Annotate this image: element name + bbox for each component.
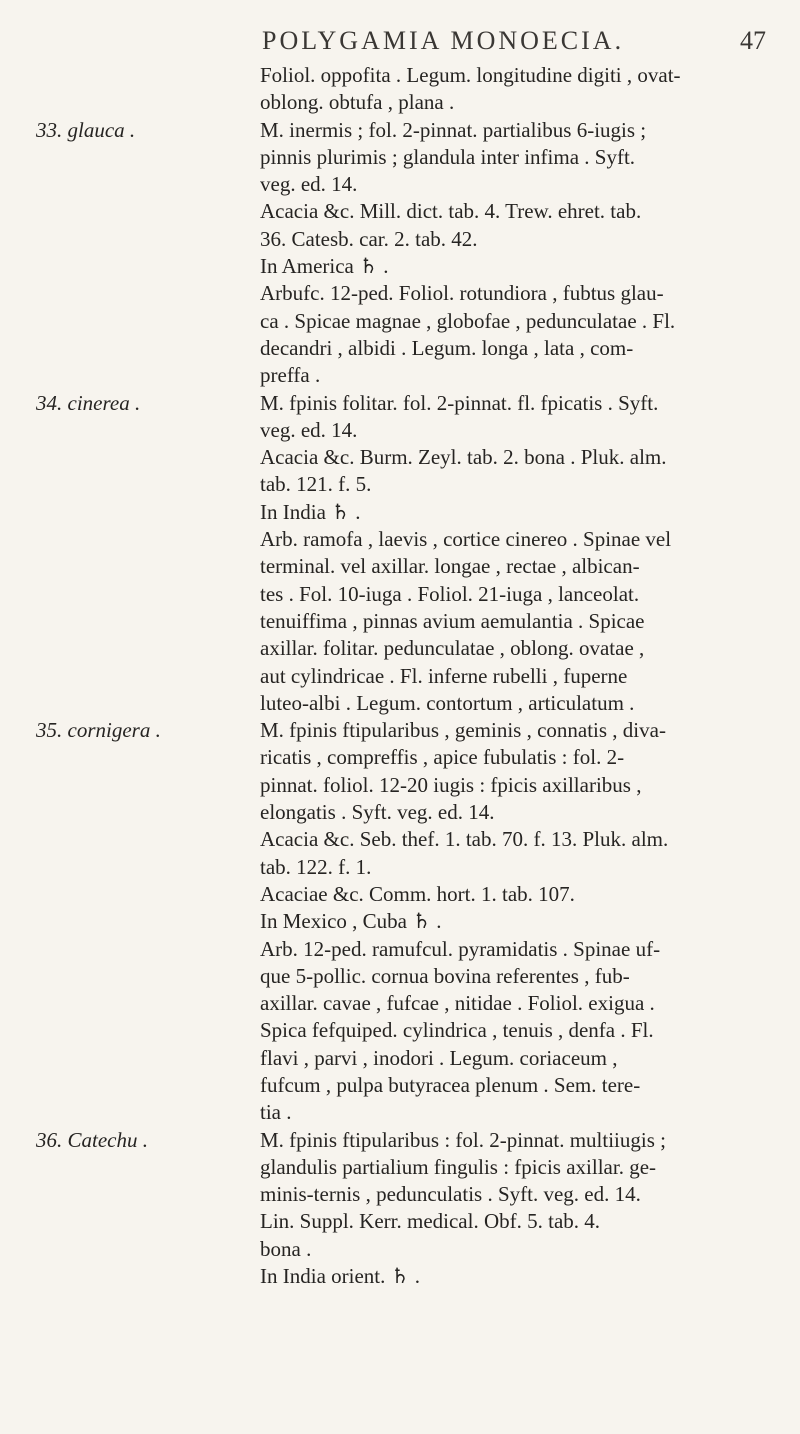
text-line xyxy=(0,1099,800,1126)
line-text: M. fpinis ftipularibus , geminis , connatis , diva- xyxy=(260,718,666,743)
line-text: M. fpinis ftipularibus : fol. 2-pinnat. multiiugis ; xyxy=(260,1127,666,1152)
line-text: M. fpinis folitar. fol. 2-pinnat. fl. fpicatis . Syft. xyxy=(260,390,659,415)
species-entry xyxy=(0,390,800,718)
line-text: Arb. ramofa , laevis , cortice cinereo . Spinae vel xyxy=(260,527,672,552)
text-line xyxy=(0,1072,800,1099)
text-line xyxy=(0,226,800,253)
line-text: bona . xyxy=(260,1236,312,1261)
species-label: 36. Catechu . xyxy=(36,1127,148,1152)
line-text: oblong. obtufa , plana . xyxy=(260,90,455,115)
text-line xyxy=(0,744,800,771)
line-text: ricatis , compreffis , apice fubulatis : fol. 2- xyxy=(260,745,625,770)
line-text: tab. 121. f. 5. xyxy=(260,472,372,497)
line-text: Spica fefquiped. cylindrica , tenuis , denfa . Fl. xyxy=(260,1018,654,1043)
line-text: Lin. Suppl. Kerr. medical. Obf. 5. tab. 4. xyxy=(260,1209,601,1234)
line-text: axillar. folitar. pedunculatae , oblong. ovatae , xyxy=(260,636,645,661)
line-text: luteo-albi . Legum. contortum , articulatum . xyxy=(260,690,635,715)
text-line xyxy=(0,963,800,990)
line-text: Acacia &c. Burm. Zeyl. tab. 2. bona . Pluk. alm. xyxy=(260,445,667,470)
text-line xyxy=(0,198,800,225)
text-line xyxy=(0,62,800,89)
line-text: axillar. cavae , fufcae , nitidae . Foliol. exigua . xyxy=(260,991,655,1016)
page-number: 47 xyxy=(740,26,766,55)
text-line xyxy=(0,171,800,198)
line-text: tia . xyxy=(260,1100,292,1125)
text-line xyxy=(0,144,800,171)
species-label: 33. glauca . xyxy=(36,117,136,142)
text-line xyxy=(0,1017,800,1044)
line-text: Foliol. oppofita . Legum. longitudine digiti , ovat- xyxy=(260,63,681,87)
line-text: tes . Fol. 10-iuga . Foliol. 21-iuga , lanceolat. xyxy=(260,581,640,606)
text-line xyxy=(0,663,800,690)
line-text: In America ♄ . xyxy=(260,254,389,279)
text-line xyxy=(0,908,800,935)
line-text: Arb. 12-ped. ramufcul. pyramidatis . Spinae uf- xyxy=(260,936,661,961)
line-text: preffa . xyxy=(260,363,321,388)
text-line xyxy=(0,635,800,662)
text-line xyxy=(0,717,800,744)
line-text: glandulis partialium fingulis : fpicis axillar. ge- xyxy=(260,1154,657,1179)
text-line xyxy=(0,1045,800,1072)
text-line xyxy=(0,308,800,335)
line-text: Acacia &c. Mill. dict. tab. 4. Trew. ehret. tab. xyxy=(260,199,642,224)
text-line xyxy=(0,1127,800,1154)
line-text: ca . Spicae magnae , globofae , pedunculatae . Fl. xyxy=(260,308,676,333)
text-line xyxy=(0,854,800,881)
text-line xyxy=(0,826,800,853)
line-text: pinnis plurimis ; glandula inter infima . Syft. xyxy=(260,144,636,169)
species-entry xyxy=(0,1127,800,1291)
text-line xyxy=(0,499,800,526)
text-line xyxy=(0,799,800,826)
text-line xyxy=(0,936,800,963)
text-line xyxy=(0,417,800,444)
text-line xyxy=(0,1181,800,1208)
text-line xyxy=(0,390,800,417)
text-line xyxy=(0,444,800,471)
line-text: decandri , albidi . Legum. longa , lata , com- xyxy=(260,335,634,360)
text-line xyxy=(0,581,800,608)
line-text: pinnat. foliol. 12-20 iugis : fpicis axillaribus , xyxy=(260,772,642,797)
text-line xyxy=(0,990,800,1017)
line-text: fufcum , pulpa butyracea plenum . Sem. tere- xyxy=(260,1072,641,1097)
line-text: veg. ed. 14. xyxy=(260,172,358,197)
text-line xyxy=(0,253,800,280)
line-text: Acacia &c. Seb. thef. 1. tab. 70. f. 13. Pluk. alm. xyxy=(260,827,669,852)
text-line xyxy=(0,1154,800,1181)
text-line xyxy=(0,335,800,362)
text-line xyxy=(0,471,800,498)
text-line xyxy=(0,117,800,144)
line-text: veg. ed. 14. xyxy=(260,417,358,442)
species-entry xyxy=(0,717,800,1126)
running-header: POLYGAMIA MONOECIA. xyxy=(262,26,625,55)
line-text: In Mexico , Cuba ♄ . xyxy=(260,909,442,934)
species-entry xyxy=(0,117,800,390)
species-label: 35. cornigera . xyxy=(36,718,161,743)
line-text: M. inermis ; fol. 2-pinnat. partialibus 6-iugis ; xyxy=(260,117,647,142)
line-text: Arbufc. 12-ped. Foliol. rotundiora , fubtus glau- xyxy=(260,281,664,306)
text-line xyxy=(0,89,800,116)
text-line xyxy=(0,1263,800,1290)
line-text: minis-ternis , pedunculatis . Syft. veg. ed. 14. xyxy=(260,1182,641,1207)
text-line xyxy=(0,608,800,635)
line-text: In India ♄ . xyxy=(260,499,361,524)
species-entries xyxy=(0,62,800,1290)
text-line xyxy=(0,1208,800,1235)
line-text: tab. 122. f. 1. xyxy=(260,854,372,879)
text-line xyxy=(0,881,800,908)
text-line xyxy=(0,690,800,717)
line-text: Acaciae &c. Comm. hort. 1. tab. 107. xyxy=(260,881,575,906)
text-line xyxy=(0,1236,800,1263)
line-text: In India orient. ♄ . xyxy=(260,1264,420,1289)
line-text: flavi , parvi , inodori . Legum. coriaceum , xyxy=(260,1045,618,1070)
species-label: 34. cinerea . xyxy=(36,390,141,415)
species-entry xyxy=(0,62,800,117)
text-line xyxy=(0,772,800,799)
line-text: 36. Catesb. car. 2. tab. 42. xyxy=(260,226,478,251)
line-text: tenuiffima , pinnas avium aemulantia . Spicae xyxy=(260,608,645,633)
text-line xyxy=(0,526,800,553)
text-line xyxy=(0,553,800,580)
line-text: aut cylindricae . Fl. inferne rubelli , fuperne xyxy=(260,663,628,688)
line-text: elongatis . Syft. veg. ed. 14. xyxy=(260,800,495,825)
line-text: que 5-pollic. cornua bovina referentes , fub- xyxy=(260,963,630,988)
line-text: terminal. vel axillar. longae , rectae , albican- xyxy=(260,554,640,579)
text-line xyxy=(0,280,800,307)
text-line xyxy=(0,362,800,389)
